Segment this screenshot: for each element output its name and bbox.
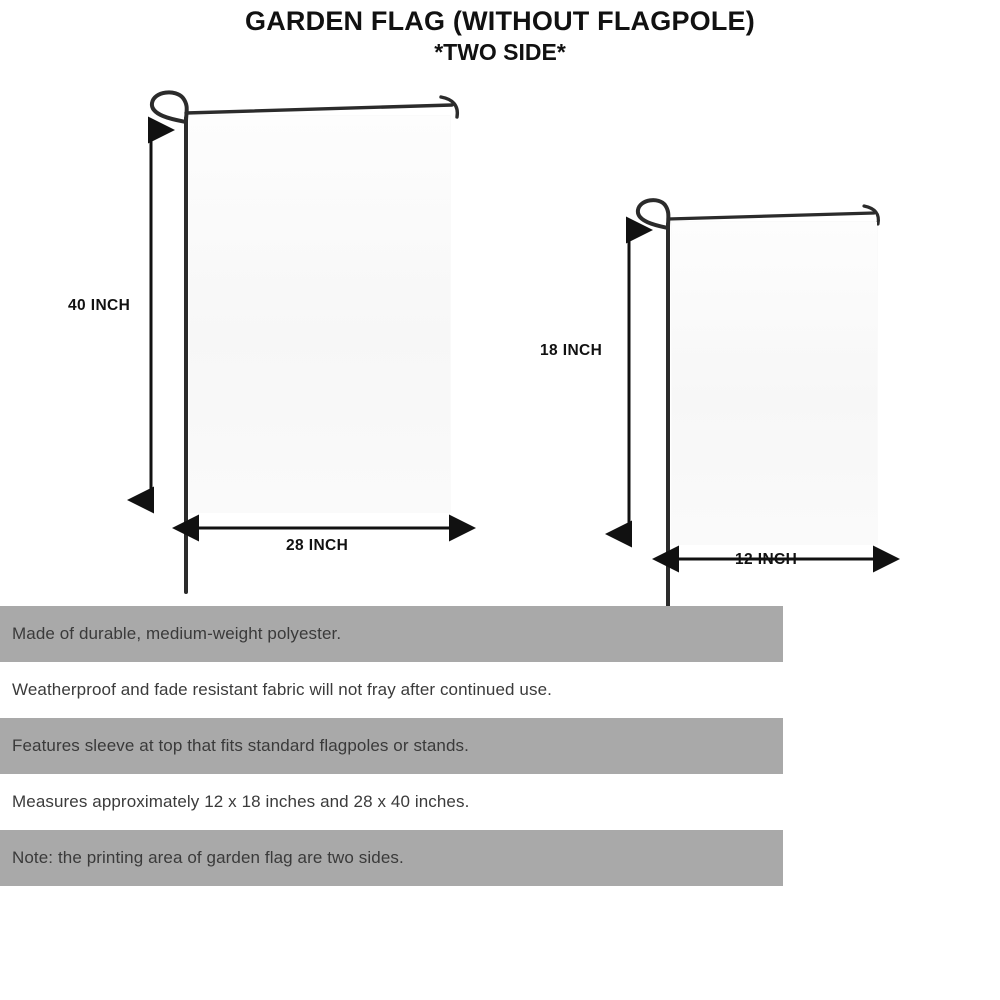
small-flag-cloth bbox=[672, 222, 877, 544]
list-item: Measures approximately 12 x 18 inches and 28 x 40 inches. bbox=[0, 774, 783, 830]
small-flag-height-label: 18 INCH bbox=[540, 342, 603, 359]
small-flag-width-label: 12 INCH bbox=[735, 551, 798, 568]
large-flag-height-label: 40 INCH bbox=[68, 297, 131, 314]
list-item: Features sleeve at top that fits standard flagpoles or stands. bbox=[0, 718, 783, 774]
title-secondary: *TWO SIDE* bbox=[434, 38, 566, 65]
list-item: Made of durable, medium-weight polyester. bbox=[0, 606, 783, 662]
list-item: Weatherproof and fade resistant fabric will not fray after continued use. bbox=[0, 662, 783, 718]
large-flag-cloth bbox=[190, 116, 450, 512]
list-item: Note: the printing area of garden flag are two sides. bbox=[0, 830, 783, 886]
feature-list bbox=[0, 606, 783, 886]
title-primary: GARDEN FLAG (WITHOUT FLAGPOLE) bbox=[245, 6, 755, 36]
large-flag-width-label: 28 INCH bbox=[286, 537, 349, 554]
